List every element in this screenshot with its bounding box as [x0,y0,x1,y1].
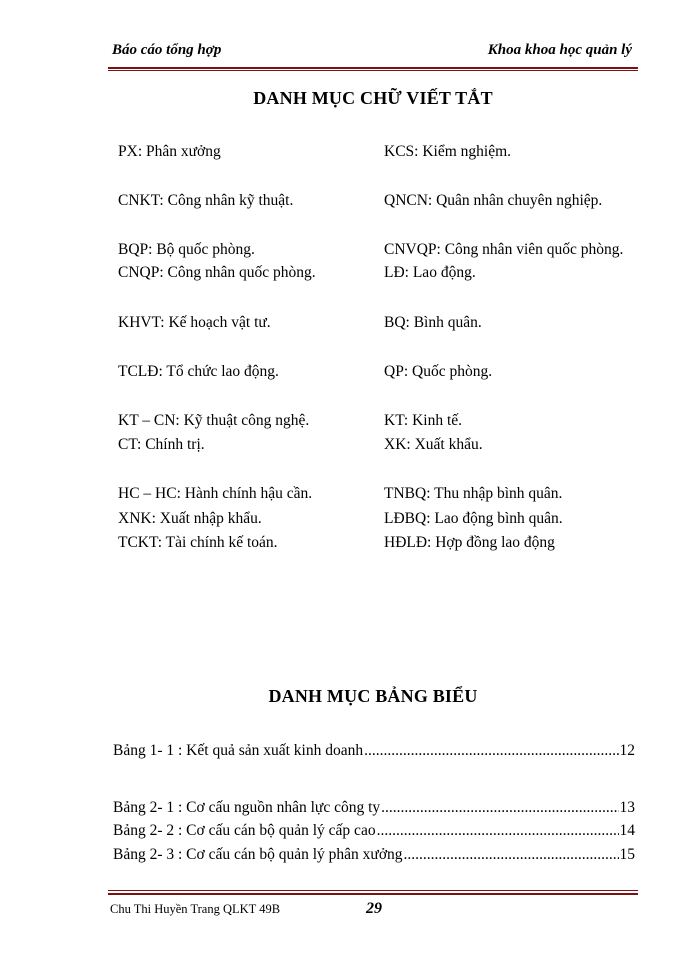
abbr-item: BQP: Bộ quốc phòng. [118,241,255,258]
toc-entry [113,822,635,840]
abbr-item: KT: Kinh tế. [384,412,463,429]
abbr-item: KT – CN: Kỹ thuật công nghệ. [118,412,310,429]
toc-label: Bảng 2- 3 : Cơ cấu cán bộ quản lý phân xưởng [113,846,403,863]
toc-label: Bảng 1- 1 : Kết quả sản xuất kinh doanh [113,742,364,759]
toc-leader [404,846,619,864]
abbr-item: QNCN: Quân nhân chuyên nghiệp. [384,192,603,209]
toc-entry [113,742,635,760]
abbr-item: HĐLĐ: Hợp đồng lao động [384,534,555,551]
abbr-item: QP: Quốc phòng. [384,363,493,380]
toc-page: 13 [619,799,635,816]
header-rule-thin [108,70,638,71]
header-faculty: Khoa khoa học quản lý [487,42,632,58]
toc-label: Bảng 2- 2 : Cơ cấu cán bộ quản lý cấp cao [113,822,376,839]
toc-leader [364,742,618,760]
footer-rule [108,893,638,895]
footer-rule-thin [108,890,638,891]
abbr-item: BQ: Bình quân. [384,314,482,331]
abbr-item: CNQP: Công nhân quốc phòng. [118,264,316,281]
abbr-item: LĐ: Lao động. [384,264,476,281]
tables-title: DANH MỤC BẢNG BIỂU [268,686,478,706]
toc-leader [381,799,618,817]
toc-label: Bảng 2- 1 : Cơ cấu nguồn nhân lực công ty [113,799,381,816]
header-rule [108,67,638,69]
abbreviations-title: DANH MỤC CHỮ VIẾT TẮT [253,88,493,108]
page-number: 29 [366,900,382,917]
page-header [108,42,632,64]
abbr-item: XK: Xuất khẩu. [384,436,483,453]
abbr-item: CT: Chính trị. [118,436,205,453]
toc-page: 14 [619,822,635,839]
abbr-item: CNKT: Công nhân kỹ thuật. [118,192,294,209]
toc-page: 15 [619,846,635,863]
abbr-item: HC – HC: Hành chính hậu cần. [118,485,313,502]
abbr-item: TCKT: Tài chính kế toán. [118,534,278,551]
toc-page: 12 [619,742,635,759]
header-report-title: Báo cáo tổng hợp [112,42,222,58]
toc-entry [113,846,635,864]
abbr-item: KHVT: Kế hoạch vật tư. [118,314,271,331]
toc-leader [377,822,619,840]
abbr-item: KCS: Kiểm nghiệm. [384,143,512,160]
abbr-item: PX: Phân xưởng [118,143,221,160]
abbr-item: LĐBQ: Lao động bình quân. [384,510,563,527]
footer-author: Chu Thi Huyền Trang QLKT 49B [110,902,281,916]
toc-entry [113,799,635,817]
abbr-item: XNK: Xuất nhập khẩu. [118,510,262,527]
abbr-item: TCLĐ: Tổ chức lao động. [118,363,279,380]
abbr-item: CNVQP: Công nhân viên quốc phòng. [384,241,624,258]
abbr-item: TNBQ: Thu nhập bình quân. [384,485,563,502]
